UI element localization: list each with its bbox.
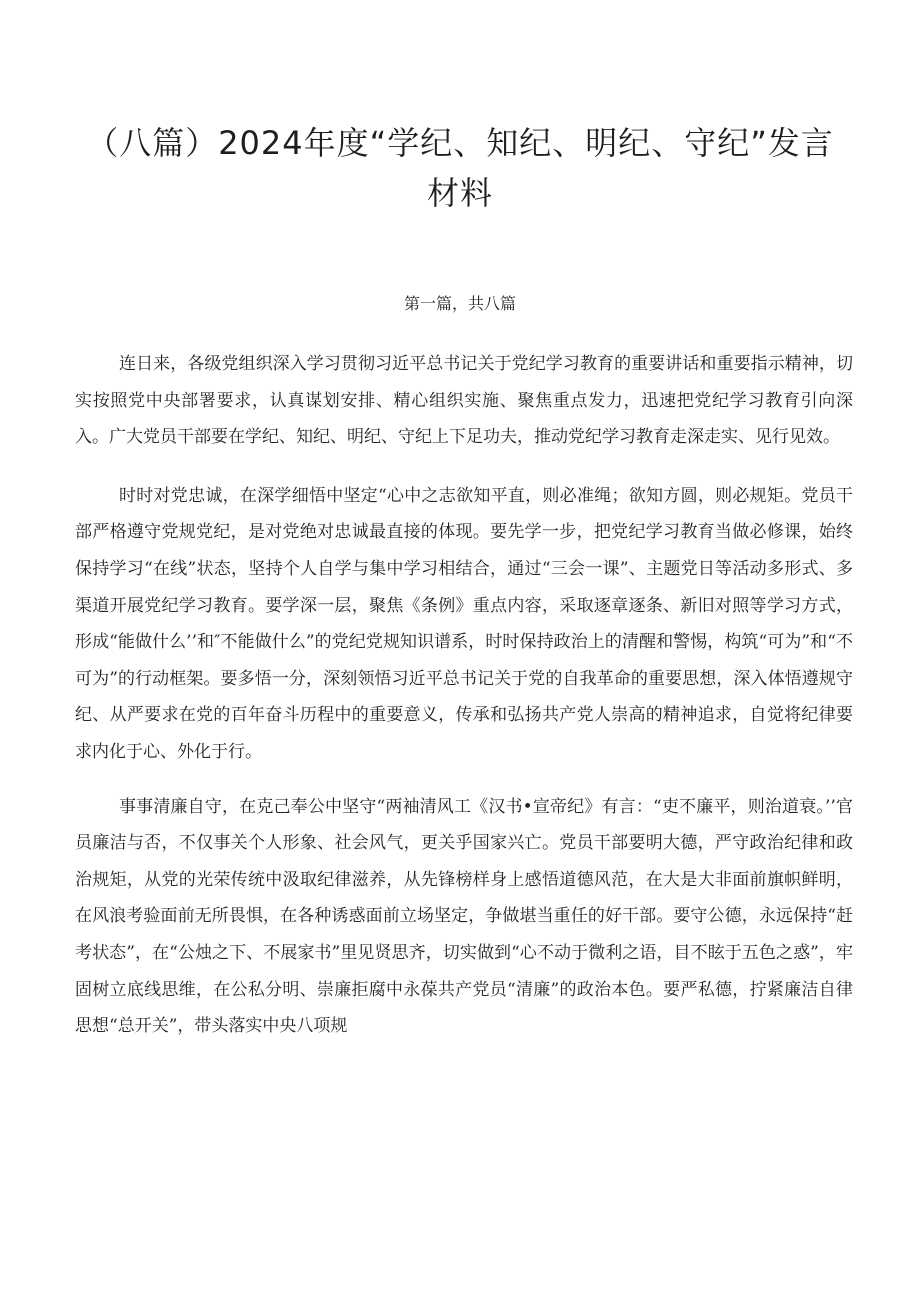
paragraph-integrity: 事事清廉自守，在克己奉公中坚守“两袖清风工《汉书•宣帝纪》有言：“吏不廉平，则治道衰。’’官员廉洁与否，不仅事关个人形象、社会风气，更关乎国家兴亡。党员干部要明大德，严守政治纪律和政治规矩，从党的光荣传统中汲取纪律滋养，从先锋榜样身上感悟道德风范，在大是大非面前旗帜鲜明，在风浪考验面前无所畏惧，在各种诱惑面前立场坚定，争做堪当重任的好干部。要守公德，永远保持“赶考状态”，在“公烛之下、不展家书”里见贤思齐，切实做到“心不动于微利之语，目不眩于五色之惑”，牢固树立底线思维，在公私分明、崇廉拒腐中永葆共产党员“清廉”的政治本色。要严私德，拧紧廉洁自律思想“总开关”，带头落实中央八项规 xyxy=(75,796,853,1037)
part-heading: 第一篇，共八篇 xyxy=(403,294,516,313)
paragraph-loyalty: 时时对党忠诚，在深学细悟中坚定“心中之志欲知平直，则必准绳；欲知方圆，则必规矩。党员干部严格遵守党规党纪，是对党绝对忠诚最直接的体现。要先学一步，把党纪学习教育当做必修课，始终保持学习“在线”状态，坚持个人自学与集中学习相结合，通过“三会一课”、主题党日等活动多形式、多渠道开展党纪学习教育。要学深一层，聚焦《条例》重点内容，采取逐章逐条、新旧对照等学习方式，形成“能做什么’’和″不能做什么”的党纪党规知识谱系，时时保持政治上的清醒和警惕，构筑“可为”和“不可为”的行动框架。要多悟一分，深刻领悟习近平总书记关于党的自我革命的重要思想，深入体悟遵规守纪、从严要求在党的百年奋斗历程中的重要意义，传承和弘扬共产党人崇高的精神追求，自觉将纪律要求内化于心、外化于行。 xyxy=(75,485,853,762)
document-title: （八篇）2024年度“学纪、知纪、明纪、守纪”发言材料 xyxy=(86,124,834,212)
document-body xyxy=(75,346,853,1067)
paragraph-intro: 连日来，各级党组织深入学习贯彻习近平总书记关于党纪学习教育的重要讲话和重要指示精神，切实按照党中央部署要求，认真谋划安排、精心组织实施、聚焦重点发力，迅速把党纪学习教育引向深入。广大党员干部要在学纪、知纪、明纪、守纪上下足功夫，推动党纪学习教育走深走实、见行见效。 xyxy=(75,354,853,448)
